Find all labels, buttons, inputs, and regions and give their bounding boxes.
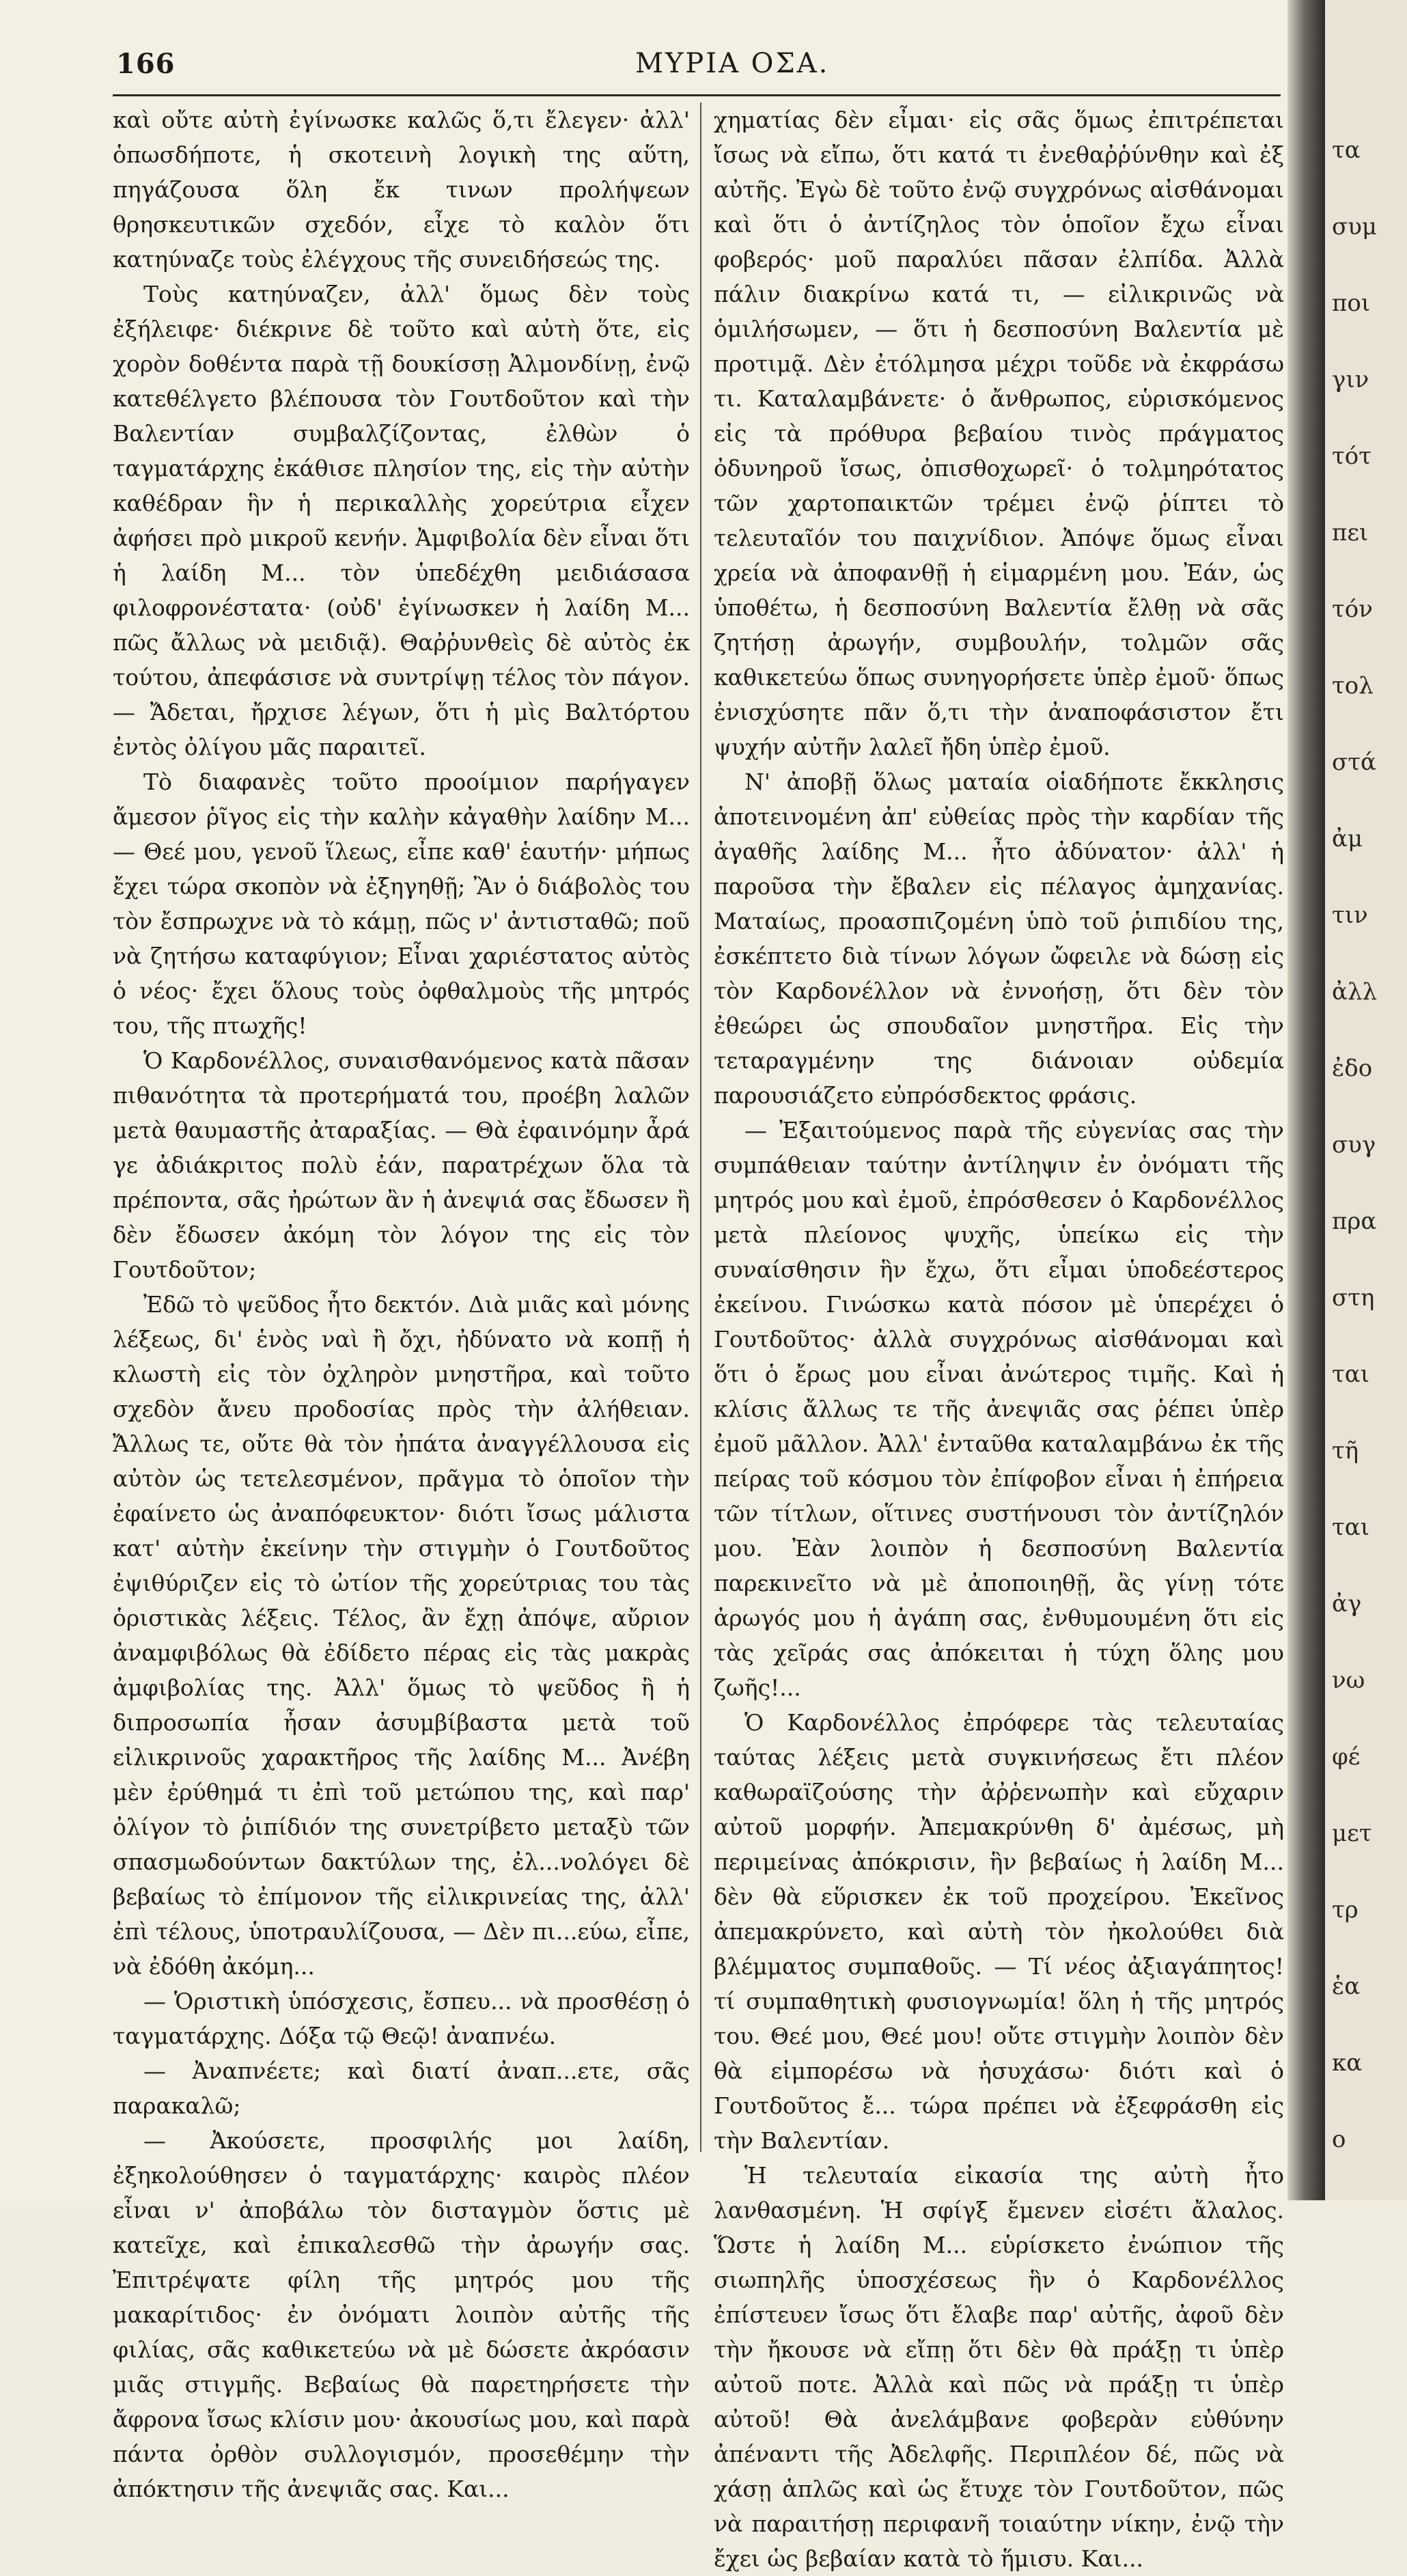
book-binding-shadow (1287, 0, 1325, 2200)
running-title: ΜΥΡΙΑ ΟΣΑ. (635, 48, 830, 79)
next-page-fragment: ἑα (1332, 1973, 1361, 2000)
next-page-fragment: τῆ (1332, 1437, 1359, 1465)
next-page-fragment: τολ (1332, 672, 1374, 700)
paragraph: καὶ οὔτε αὐτὴ ἐγίνωσκε καλῶς ὅ,τι ἔλεγεν· ἀλλ' ὁπωσδήποτε, ἡ σκοτεινὴ λογικὴ της αὕτη, πηγάζουσα ὅλη ἔκ τινων προλήψεων θρησκευτικῶν σχεδόν, εἶχε τὸ καλὸν ὅτι κατηύναζε τοὺς ἐλέγχους τῆς συνειδήσεώς της. (113, 107, 690, 273)
next-page-fragment: ἀλλ (1332, 978, 1378, 1006)
next-page-fragment: συγ (1332, 1131, 1376, 1159)
next-page-fragment: πει (1332, 519, 1369, 546)
next-page-fragment: ἀμ (1332, 825, 1363, 853)
next-page-fragment: νω (1332, 1667, 1365, 1694)
next-page-fragment: τόν (1332, 596, 1373, 623)
page-header (116, 48, 1284, 89)
next-page-fragment: στά (1332, 749, 1376, 776)
paragraph: — Ἀκούσετε, προσφιλής μοι λαίδη, ἐξηκολούθησεν ὁ ταγματάρχης· καιρὸς πλέον εἶναι ν' ἀποβάλω τὸν δισταγμὸν ὅστις μὲ κατεῖχε, καὶ ἐπικαλεσθῶ τὴν ἀρωγήν σας. Ἐπιτρέψατε φίλη τῆς μητρός μου τῆς μακαρίτιδος· ἐν ὀνόματι λοιπὸν αὐτῆς τῆς φιλίας, σᾶς καθικετεύω νὰ μὲ δώσετε ἀκρόασιν μιᾶς στιγμῆς. Βεβαίως θὰ παρετηρήσετε τὴν ἄφρονα ἴσως κλίσιν μου· ἀκουσίως μου, καὶ παρὰ πάντα ὀρθὸν συλλογισμόν, προσεθέμην τὴν ἀπόκτησιν τῆς ἀνεψιᾶς σας. Και... (113, 2127, 690, 2502)
next-page-fragment: συμ (1332, 213, 1377, 240)
next-page-fragment: γιν (1332, 366, 1369, 393)
next-page-fragment: τα (1332, 137, 1361, 164)
next-page-fragment: ο (1332, 2126, 1346, 2153)
paragraph: χηματίας δὲν εἶμαι· εἰς σᾶς ὅμως ἐπιτρέπεται ἴσως νὰ εἴπω, ὅτι κατά τι ἐνεθαῤῥύνθην καὶ ἐξ αὐτῆς. Ἐγὼ δὲ τοῦτο ἐνῷ συγχρόνως αἰσθάνομαι καὶ ὅτι ὁ ἀντίζηλος τὸν ὁποῖον ἔχω εἶναι φοβερός· μοῦ παραλύει πᾶσαν ἐλπίδα. Ἀλλὰ πάλιν διακρίνω κατά τι, — εἰλικρινῶς νὰ ὁμιλήσωμεν, — ὅτι ἡ δεσποσύνη Βαλεντία μὲ προτιμᾷ. Δὲν ἐτόλμησα μέχρι τοῦδε νὰ ἐκφράσω τι. Καταλαμβάνετε· ὁ ἄνθρωπος, εὑρισκόμενος εἰς τὰ πρόθυρα βεβαίου τινὸς πράγματος ὀδυνηροῦ ἴσως, ὀπισθοχωρεῖ· ὁ τολμηρότατος τῶν χαρτοπαικτῶν τρέμει ἐνῷ ῥίπτει τὸ τελευταῖόν του παιχνίδιον. Ἀπόψε ὅμως εἶναι χρεία νὰ ἀποφανθῇ ἡ εἱμαρμένη μου. Ἐάν, ὡς ὑποθέτω, ἡ δεσποσύνη Βαλεντία ἔλθῃ νὰ σᾶς ζητήσῃ ἀρωγήν, συμβουλήν, τολμῶν σᾶς καθικετεύω ὅπως συνηγορήσετε ὑπὲρ ἐμοῦ· ὅπως ἐνισχύσητε πᾶν ὅ,τι τὴν ἀναποφάσιστον ἔτι ψυχήν αὐτῆν λαλεῖ ἤδη ὑπὲρ ἐμοῦ. (714, 107, 1284, 760)
paragraph: — Ἀναπνέετε; καὶ διατί ἀναπ...ετε, σᾶς παρακαλῶ; (113, 2058, 690, 2119)
paragraph: — Ἐξαιτούμενος παρὰ τῆς εὐγενίας σας τὴν συμπάθειαν ταύτην ἀντίληψιν ἐν ὀνόματι τῆς μητρός μου καὶ ἐμοῦ, ἐπρόσθεσεν ὁ Καρδονέλλος μετὰ πλείονος ψυχῆς, ὑπείκω εἰς τὴν συναίσθησιν ἣν ἔχω, ὅτι εἶμαι ὑποδεέστερος ἐκείνου. Γινώσκω κατὰ πόσον μὲ ὑπερέχει ὁ Γουτδοῦτος· ἀλλὰ συγχρόνως αἰσθάνομαι καὶ ὅτι ὁ ἔρως μου εἶναι ἀνώτερος τιμῆς. Καὶ ἡ κλίσις ἄλλως τε τῆς ἀνεψιᾶς σας ῥέπει ὑπὲρ ἐμοῦ μᾶλλον. Ἀλλ' ἐνταῦθα καταλαμβάνω ἐκ τῆς πείρας τοῦ κόσμου τὸν ἐπίφοβον εἶναι ἡ ἐπήρεια τῶν τίτλων, οἵτινες συστήνουσι τὸν ἀντίζηλόν μου. Ἐὰν λοιπὸν ἡ δεσποσύνη Βαλεντία παρεκινεῖτο νὰ μὲ ἀποποιηθῇ, ἂς γίνῃ τότε ἀρωγός μου ἡ ἀγάπη σας, ἐνθυμουμένη ὅτι εἰς τὰς χεῖράς σας ἀπόκειται ἡ τύχη ὅλης μου ζωῆς!... (714, 1117, 1284, 1701)
next-page-fragment: πρα (1332, 1208, 1377, 1235)
paragraph: Ἐδῶ τὸ ψεῦδος ἦτο δεκτόν. Διὰ μιᾶς καὶ μόνης λέξεως, δι' ἑνὸς ναὶ ἢ ὄχι, ἠδύνατο νὰ κοπῇ ἡ κλωστὴ εἰς τὸν ὀχληρὸν μνηστῆρα, καὶ τοῦτο σχεδὸν ἄνευ προδοσίας πρὸς τὴν ἀλήθειαν. Ἄλλως τε, οὔτε θὰ τὸν ἠπάτα ἀναγγέλλουσα εἰς αὐτὸν ὡς τετελεσμένον, πρᾶγμα τὸ ὁποῖον τὴν ἐφαίνετο ὡς ἀναπόφευκτον· διότι ἴσως μάλιστα κατ' αὐτὴν ἐκείνην τὴν στιγμὴν ὁ Γουτδοῦτος ἐψιθύριζεν εἰς τὸ ὠτίον τῆς χορεύτριας του τὰς ὁριστικὰς λέξεις. Τέλος, ἂν ἔχῃ ἀπόψε, αὔριον ἀναμφιβόλως θὰ ἐδίδετο πέρας εἰς τὰς μακρὰς ἀμφιβολίας της. Ἀλλ' ὅμως τὸ ψεῦδος ἢ ἡ διπροσωπία ἦσαν ἀσυμβίβαστα μετὰ τοῦ εἰλικρινοῦς χαρακτῆρος τῆς λαίδης Μ... Ἀνέβη μὲν ἐρύθημά τι ἐπὶ τοῦ μετώπου της, καὶ παρ' ὀλίγον τὸ ῥιπίδιόν της συνετρίβετο μεταξὺ τῶν σπασμωδούντων δακτύλων της, ἐλ...νολόγει δὲ βεβαίως τὸ ἐπίμονον τῆς εἰλικρινείας της, ἀλλ' ἐπὶ τέλους, ὑποτραυλίζουσα, — Δὲν πι...εύω, εἶπε, νὰ ἐδόθη ἀκόμη... (113, 1291, 690, 1980)
next-page-fragment: μετ (1332, 1820, 1372, 1847)
paragraph: Ὁ Καρδονέλλος ἐπρόφερε τὰς τελευταίας ταύτας λέξεις μετὰ συγκινήσεως ἔτι πλέον καθωραϊζούσης τὴν ἀῤῥενωπὴν καὶ εὔχαριν αὐτοῦ μορφήν. Ἀπεμακρύνθη δ' ἀμέσως, μὴ περιμείνας ἀπόκρισιν, ἣν βεβαίως ἡ λαίδη Μ... δὲν θὰ εὕρισκεν ἐκ τοῦ προχείρου. Ἐκεῖνος ἀπεμακρύνετο, καὶ αὐτὴ τὸν ἠκολούθει διὰ βλέμματος συμπαθοῦς. — Τί νέος ἀξιαγάπητος! τί συμπαθητικὴ φυσιογνωμία! ὅλη ἡ τῆς μητρός του. Θεέ μου, Θεέ μου! οὔτε στιγμὴν λοιπὸν δὲν θὰ εἰμπορέσω νὰ ἡσυχάσω· διότι καὶ ὁ Γουτδοῦτος ἔ... τώρα πρέπει νὰ ἐξεφράσθη εἰς τὴν Βαλεντίαν. (714, 1709, 1284, 2154)
next-page-fragment: τρ (1332, 1896, 1359, 1924)
next-page-fragment: ἀγ (1332, 1590, 1362, 1618)
next-page-edge (1325, 0, 1407, 2200)
next-page-fragment: ται (1332, 1514, 1370, 1541)
page-number: 166 (116, 48, 176, 80)
paragraph: — Ὁριστικὴ ὑπόσχεσις, ἔσπευ... νὰ προσθέσῃ ὁ ταγματάρχης. Δόξα τῷ Θεῷ! ἀναπνέω. (113, 1988, 690, 2049)
right-column (714, 102, 1284, 2572)
column-divider (700, 102, 701, 2152)
next-page-fragment: κα (1332, 2049, 1363, 2077)
paragraph: Ἡ τελευταία εἰκασία της αὐτὴ ἦτο λανθασμένη. Ἡ σφίγξ ἔμενεν εἰσέτι ἄλαλος. Ὥστε ἡ λαίδη Μ... εὑρίσκετο ἐνώπιον τῆς σιωπηλῆς ὑποσχέσεως ἣν ὁ Καρδονέλλος ἐπίστευεν ἴσως ὅτι ἔλαβε παρ' αὐτῆς, ἀφοῦ δὲν τὴν ἤκουσε νὰ εἴπῃ ὅτι δὲν θὰ πράξῃ τι ὑπὲρ αὐτοῦ ποτε. Ἀλλὰ καὶ πῶς νὰ πράξῃ τι ὑπὲρ αὐτοῦ! Θὰ ἀνελάμβανε φοβερὰν εὐθύνην ἀπέναντι τῆς Ἀδελφῆς. Περιπλέον δέ, πῶς νὰ χάσῃ ἁπλῶς καὶ ὡς ἔτυχε τὸν Γουτδοῦτον, πῶς νὰ παραιτήσῃ περιφανῆ τοιαύτην νίκην, ἐνῷ τὴν ἔχει ὡς βεβαίαν κατὰ τὸ ἥμισυ. Και... (714, 2162, 1284, 2572)
next-page-fragment: στη (1332, 1284, 1375, 1312)
next-page-fragment: ται (1332, 1361, 1370, 1388)
next-page-fragment: ἐδο (1332, 1055, 1373, 1082)
paragraph: Τοὺς κατηύναζεν, ἀλλ' ὅμως δὲν τοὺς ἐξήλειφε· διέκρινε δὲ τοῦτο καὶ αὐτὴ ὅτε, εἰς χορὸν δοθέντα παρὰ τῇ δουκίσσῃ Ἀλμονδίνῃ, ἐνῷ κατεθέλγετο βλέπουσα τὸν Γουτδοῦτον καὶ τὴν Βαλεντίαν συμβαλζίζοντας, ἐλθὼν ὁ ταγματάρχης ἐκάθισε πλησίον της, εἰς τὴν αὐτὴν καθέδραν ἣν ἡ περικαλλὴς χορεύτρια εἶχεν ἀφήσει πρὸ μικροῦ κενήν. Ἀμφιβολία δὲν εἶναι ὅτι ἡ λαίδη Μ... τὸν ὑπεδέχθη μειδιάσασα φιλοφρονέστατα· (οὐδ' ἐγίνωσκεν ἡ λαίδη Μ... πῶς ἄλλως νὰ μειδιᾷ). Θαῤῥυνθεὶς δὲ αὐτὸς ἐκ τούτου, ἀπεφάσισε νὰ συντρίψῃ τέλος τὸν πάγον. — Ἄδεται, ἤρχισε λέγων, ὅτι ἡ μὶς Βαλτόρτου ἐντὸς ὀλίγου μᾶς παραιτεῖ. (113, 281, 690, 760)
left-column (113, 102, 690, 2502)
next-page-fragment: φέ (1332, 1743, 1361, 1771)
paragraph: Ν' ἀποβῇ ὅλως ματαία οἱαδήποτε ἔκκλησις ἀποτεινομένη ἀπ' εὐθείας πρὸς τὴν καρδίαν τῆς ἀγαθῆς λαίδης Μ... ἦτο ἀδύνατον· ἀλλ' ἡ παροῦσα τὴν ἔβαλεν εἰς πέλαγος ἀμηχανίας. Ματαίως, προασπιζομένη ὑπὸ τοῦ ῥιπιδίου της, ἐσκέπτετο διὰ τίνων λόγων ὤφειλε νὰ δώσῃ εἰς τὸν Καρδονέλλον νὰ ἐννοήσῃ, ὅτι δὲν τὸν ἐθεώρει ὡς σπουδαῖον μνηστῆρα. Εἰς τὴν τεταραγμένην της διάνοιαν οὐδεμία παρουσιάζετο εὐπρόσδεκτος φράσις. (714, 768, 1284, 1109)
header-rule (113, 94, 1281, 96)
paragraph: Ὁ Καρδονέλλος, συναισθανόμενος κατὰ πᾶσαν πιθανότητα τὰ προτερήματά του, προέβη λαλῶν μετὰ θαυμαστῆς ἀταραξίας. — Θὰ ἐφαινόμην ἆρά γε ἀδιάκριτος πολὺ ἐάν, παρατρέχων ὅλα τὰ πρέποντα, σᾶς ἠρώτων ἂν ἡ ἀνεψιά σας ἔδωσεν ἢ δὲν ἔδωσεν ἀκόμη τὸν λόγον της εἰς τὸν Γουτδοῦτον; (113, 1047, 690, 1283)
next-page-fragment: ποι (1332, 290, 1371, 317)
next-page-fragment: τότ (1332, 443, 1372, 470)
paragraph: Τὸ διαφανὲς τοῦτο προοίμιον παρήγαγεν ἄμεσον ῥῖγος εἰς τὴν καλὴν κἀγαθὴν λαίδην Μ... — Θεέ μου, γενοῦ ἵλεως, εἶπε καθ' ἑαυτήν· μήπως ἔχει τώρα σκοπὸν νὰ ἐξηγηθῇ; Ἂν ὁ διάβολὸς του τὸν ἔσπρωχνε νὰ τὸ κάμῃ, πῶς ν' ἀντισταθῶ; ποῦ νὰ ζητήσω καταφύγιον; Εἶναι χαριέστατος αὐτὸς ὁ νέος· ἔχει ὅλους τοὺς ὀφθαλμοὺς τῆς μητρός του, τῆς πτωχῆς! (113, 768, 690, 1039)
next-page-fragment: τιν (1332, 902, 1368, 929)
